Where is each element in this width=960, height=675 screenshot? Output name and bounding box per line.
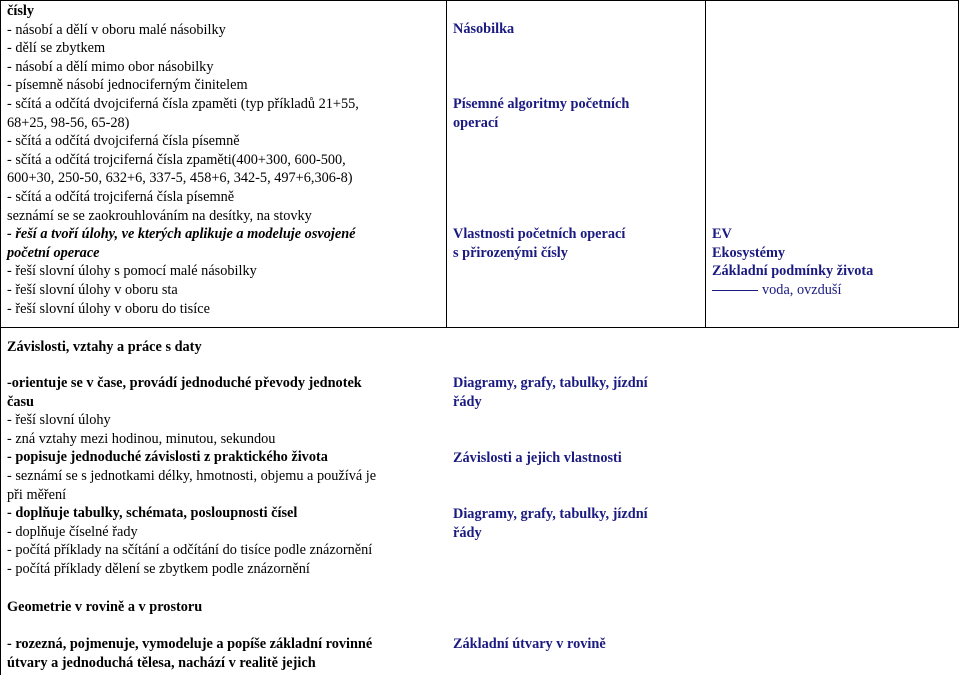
topic-diagramy-cont: řády	[453, 393, 482, 410]
topic-diagramy: Diagramy, grafy, tabulky, jízdní	[453, 375, 648, 391]
outcome-line: - doplňuje číselné řady	[7, 523, 138, 540]
column-divider-2	[705, 0, 706, 328]
outcome-line: - sčítá a odčítá dvojciferná čísla písemně	[7, 133, 240, 150]
curriculum-topic-cell	[453, 449, 703, 468]
curriculum-topic-cell	[453, 225, 703, 262]
outcomes-cell-geometry	[7, 635, 447, 672]
outcome-line: při měření	[7, 486, 67, 503]
outcome-line: - sčítá a odčítá trojciferná čísla písemně	[7, 188, 235, 205]
outcome-line: - popisuje jednoduché závislosti z praktického života	[7, 449, 328, 466]
cross-topic-item-text: voda, ovzduší	[762, 281, 842, 298]
curriculum-topic-cell	[453, 374, 703, 411]
outcome-line-emphasis: početní operace	[7, 244, 100, 261]
outcome-line: -orientuje se v čase, provádí jednoduché převody jednotek	[7, 375, 362, 391]
outcome-line: - sčítá a odčítá trojciferná čísla zpaměti(400+300, 600-500,	[7, 151, 346, 168]
outcome-line: času	[7, 393, 35, 410]
topic-pisemne-algoritmy: Písemné algoritmy početních	[453, 96, 630, 112]
outcome-line: - násobí a dělí v oboru malé násobilky	[7, 21, 226, 38]
outcome-line: - dělí se zbytkem	[7, 40, 106, 57]
topic-diagramy-2-cont: řády	[453, 524, 482, 541]
outcome-line: - doplňuje tabulky, schémata, posloupnosti čísel	[7, 505, 298, 522]
outcome-line: - sčítá a odčítá dvojciferná čísla zpaměti (typ příkladů 21+55,	[7, 95, 359, 112]
outcome-line: - seznámí se s jednotkami délky, hmotnosti, objemu a používá je	[7, 467, 377, 484]
cross-topic-name: Ekosystémy	[712, 244, 786, 261]
outcome-line: seznámí se se zaokrouhlováním na desítky, na stovky	[7, 207, 312, 224]
cell-heading: čísly	[7, 3, 35, 19]
topic-pisemne-algoritmy-cont: operací	[453, 114, 499, 131]
section-title: Závislosti, vztahy a práce s daty	[7, 339, 202, 355]
outcome-line: - rozezná, pojmenuje, vymodeluje a popíše základní rovinné	[7, 636, 373, 652]
cross-topic-sub: Základní podmínky života	[712, 263, 874, 280]
topic-vlastnosti: Vlastnosti početních operací	[453, 226, 626, 242]
outcome-line: - počítá příklady dělení se zbytkem podle znázornění	[7, 560, 310, 577]
section-heading	[7, 338, 447, 357]
topic-vlastnosti-cont: s přirozenými čísly	[453, 244, 568, 261]
cross-curricular-cell	[712, 225, 956, 299]
topic-diagramy-2: Diagramy, grafy, tabulky, jízdní	[453, 506, 648, 522]
outcome-line: - řeší slovní úlohy v oboru do tisíce	[7, 300, 210, 317]
table-border-top	[0, 0, 959, 1]
topic-zavislosti: Závislosti a jejich vlastnosti	[453, 450, 622, 466]
table-border-left	[0, 0, 1, 675]
curriculum-topic-cell	[453, 635, 703, 654]
outcome-line: - písemně násobí jednociferným činitelem	[7, 77, 248, 94]
cross-topic-item	[712, 281, 956, 300]
table-border-right	[958, 0, 959, 328]
curriculum-topic-cell	[453, 505, 703, 542]
section-title: Geometrie v rovině a v prostoru	[7, 599, 203, 615]
outcome-line: - počítá příklady na sčítání a odčítání do tisíce podle znázornění	[7, 542, 373, 559]
outcomes-cell-data	[7, 374, 447, 579]
outcome-line-emphasis: - řeší a tvoří úlohy, ve kterých aplikuje a modeluje osvojené	[7, 226, 356, 243]
outcome-line: - řeší slovní úlohy v oboru sta	[7, 281, 178, 298]
curriculum-topic-cell	[453, 20, 703, 39]
outcome-line: útvary a jednoduchá tělesa, nachází v realitě jejich	[7, 654, 316, 671]
outcome-line: - řeší slovní úlohy	[7, 412, 111, 429]
outcomes-cell-top	[7, 2, 443, 318]
curriculum-topic-cell	[453, 95, 703, 132]
outcome-line: 68+25, 98-56, 65-28)	[7, 114, 130, 131]
row-divider	[0, 327, 959, 328]
outcome-line: 600+30, 250-50, 632+6, 337-5, 458+6, 342-5, 497+6,306-8)	[7, 170, 353, 187]
outcome-line: - řeší slovní úlohy s pomocí malé násobilky	[7, 263, 257, 280]
outcome-line: - zná vztahy mezi hodinou, minutou, sekundou	[7, 430, 276, 447]
dash-line-icon	[712, 290, 758, 291]
column-divider-1	[446, 0, 447, 328]
section-heading	[7, 598, 447, 617]
topic-nasobilka: Násobilka	[453, 21, 515, 37]
outcome-line: - násobí a dělí mimo obor násobilky	[7, 58, 214, 75]
cross-topic-code: EV	[712, 226, 732, 242]
topic-zakladni-utvary: Základní útvary v rovině	[453, 636, 606, 652]
